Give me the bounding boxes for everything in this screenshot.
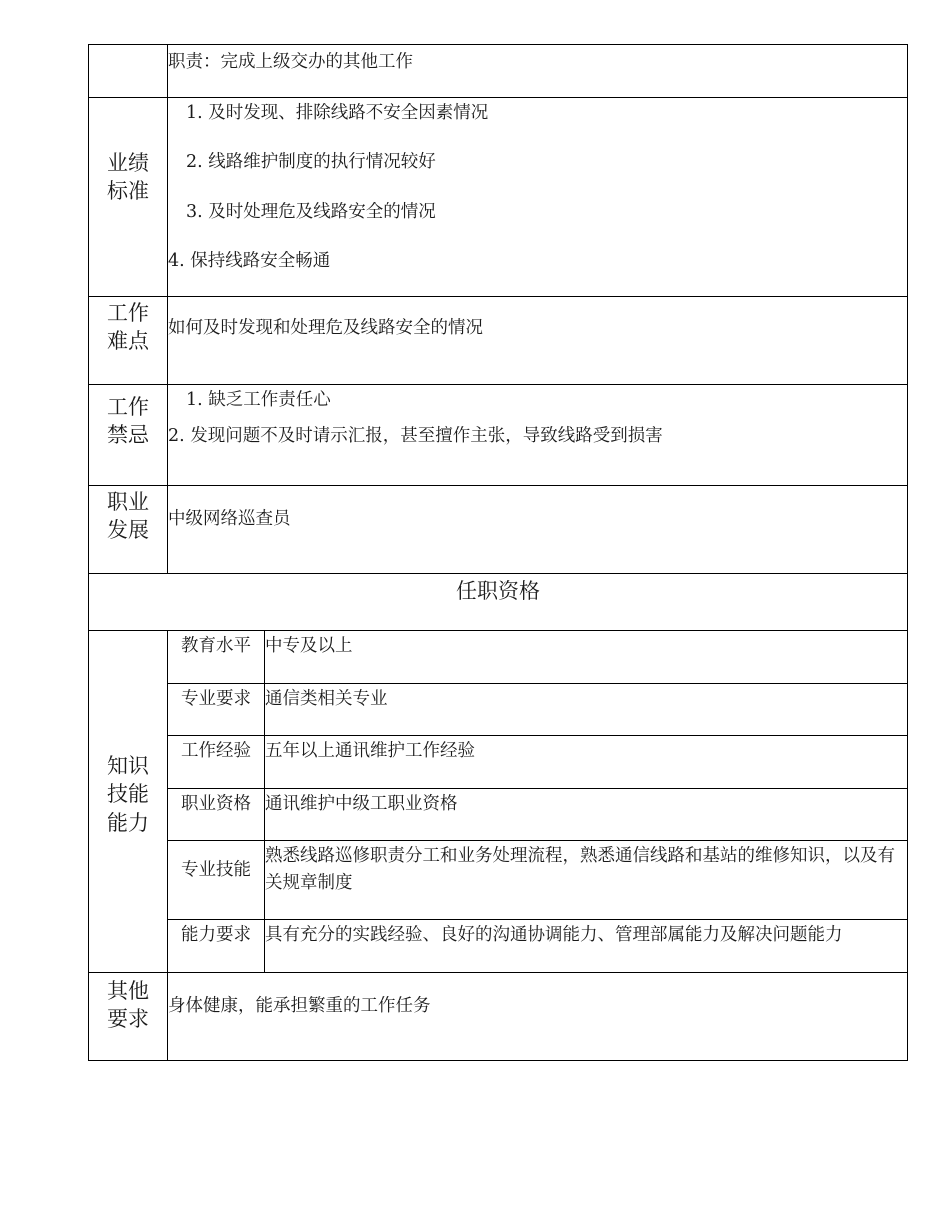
qualification-value: 五年以上通讯维护工作经验 [265, 736, 908, 789]
career-text: 中级网络巡查员 [168, 509, 291, 529]
qualification-row [89, 736, 908, 789]
career-cell [168, 486, 908, 574]
taboos-item: 1. 缺乏工作责任心 [186, 390, 331, 410]
other-cell [168, 973, 908, 1061]
performance-item: 1. 及时发现、排除线路不安全因素情况 [186, 103, 489, 123]
duties-text: 职责：完成上级交办的其他工作 [168, 52, 413, 72]
difficulty-row [89, 297, 908, 385]
performance-label: 业绩 标准 [89, 98, 168, 297]
performance-item: 4. 保持线路安全畅通 [168, 250, 331, 271]
qualifications-title: 任职资格 [89, 574, 908, 631]
qualification-value: 通信类相关专业 [265, 684, 908, 736]
difficulty-label: 工作 难点 [89, 297, 168, 385]
qualification-value: 具有充分的实践经验、良好的沟通协调能力、管理部属能力及解决问题能力 [265, 920, 908, 973]
qualification-label: 职业资格 [168, 789, 265, 841]
performance-item: 3. 及时处理危及线路安全的情况 [186, 201, 436, 222]
career-label: 职业 发展 [89, 486, 168, 574]
qualification-label: 工作经验 [168, 736, 265, 789]
other-label: 其他 要求 [89, 973, 168, 1061]
qualification-label: 教育水平 [168, 631, 265, 684]
qualification-label: 专业要求 [168, 684, 265, 736]
other-text: 身体健康，能承担繁重的工作任务 [168, 996, 431, 1016]
performance-row [89, 98, 908, 297]
qualifications-group-label: 知识 技能 能力 [89, 631, 168, 973]
career-row [89, 486, 908, 574]
qualification-row [89, 920, 908, 973]
qualification-row [89, 841, 908, 920]
duties-label-cell [89, 45, 168, 98]
difficulty-cell [168, 297, 908, 385]
duties-row [89, 45, 908, 98]
qualification-row [89, 684, 908, 736]
duties-cell [168, 45, 908, 98]
job-description-table [88, 44, 908, 1061]
qualification-row [89, 631, 908, 684]
other-row [89, 973, 908, 1061]
qualification-label: 专业技能 [168, 841, 265, 920]
qualification-value: 熟悉线路巡修职责分工和业务处理流程，熟悉通信线路和基站的维修知识，以及有关规章制度 [265, 841, 908, 920]
qualifications-title-row [89, 574, 908, 631]
taboos-cell [168, 385, 908, 486]
taboos-label: 工作 禁忌 [89, 385, 168, 486]
taboos-row [89, 385, 908, 486]
qualification-value: 通讯维护中级工职业资格 [265, 789, 908, 841]
qualification-value: 中专及以上 [265, 631, 908, 684]
performance-cell [168, 98, 908, 297]
qualification-label: 能力要求 [168, 920, 265, 973]
qualification-row [89, 789, 908, 841]
difficulty-text: 如何及时发现和处理危及线路安全的情况 [168, 318, 483, 338]
performance-item: 2. 线路维护制度的执行情况较好 [186, 152, 436, 173]
taboos-item: 2. 发现问题不及时请示汇报，甚至擅作主张，导致线路受到损害 [168, 426, 663, 447]
